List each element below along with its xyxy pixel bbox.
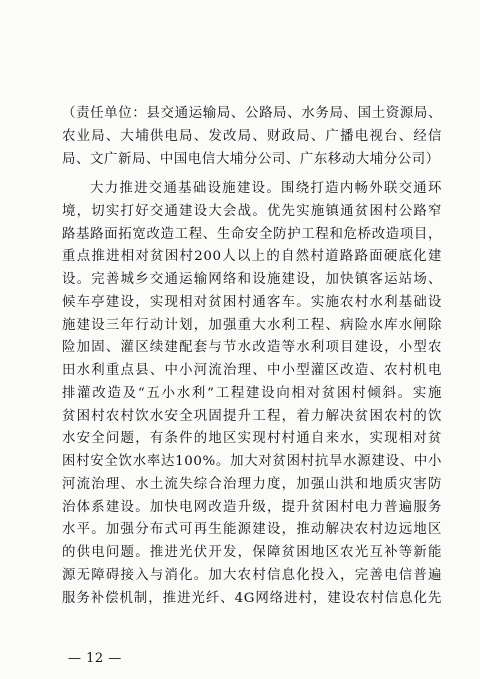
text-line: 农业局、大埔供电局、发改局、财政局、广播电视台、经信 bbox=[62, 128, 442, 144]
text-line: 大力推进交通基础设施建设。围绕打造内畅外联交通环 bbox=[90, 181, 442, 196]
text-line: 服务补偿机制，推进光纤、4G网络进村，建设农村信息化先 bbox=[62, 590, 442, 606]
text-line: 重点推进相对贫困村200人以上的自然村道路路面硬底化建 bbox=[62, 249, 442, 265]
text-line: 候车亭建设，实现相对贫困村通客车。实施农村水利基础设 bbox=[62, 294, 442, 310]
text-line: 局、文广新局、中国电信大埔分公司、广东移动大埔分公司） bbox=[62, 151, 440, 167]
text-line: 水平。加强分布式可再生能源建设，推动解决农村边远地区 bbox=[62, 522, 442, 538]
page-number: — 12 — bbox=[68, 651, 122, 666]
text-line: 贫困村农村饮水安全巩固提升工程，着力解决贫困农村的饮 bbox=[62, 408, 442, 424]
text-line: 设。完善城乡交通运输网络和设施建设，加快镇客运站场、 bbox=[62, 272, 442, 287]
text-line: 田水利重点县、中小河流治理、中小型灌区改造、农村机电 bbox=[62, 363, 442, 378]
text-line: 治体系建设。加快电网改造升级，提升贫困村电力普遍服务 bbox=[62, 499, 442, 515]
text-line: 源无障碍接入与消化。加大农村信息化投入，完善电信普遍 bbox=[62, 567, 442, 583]
text-line: 路基路面拓宽改造工程、生命安全防护工程和危桥改造项目， bbox=[62, 226, 442, 242]
text-line: 困村安全饮水率达100%。加大对贫困村抗旱水源建设、中小 bbox=[62, 454, 442, 469]
responsibility-paragraph bbox=[62, 103, 442, 171]
text-line: （责任单位：县交通运输局、公路局、水务局、国土资源局、 bbox=[62, 106, 442, 121]
text-line: 施建设三年行动计划，加强重大水利工程、病险水库水闸除 bbox=[62, 317, 442, 333]
main-paragraph bbox=[62, 178, 442, 610]
text-line: 境，切实打好交通建设大会战。优先实施镇通贫困村公路窄 bbox=[62, 203, 442, 219]
text-line: 水安全问题，有条件的地区实现村村通自来水，实现相对贫 bbox=[62, 431, 442, 447]
text-line: 排灌改造及“五小水利”工程建设向相对贫困村倾斜。实施 bbox=[62, 385, 442, 401]
text-line: 的供电问题。推进光伏开发，保障贫困地区农光互补等新能 bbox=[62, 545, 442, 560]
text-line: 河流治理、水土流失综合治理力度，加强山洪和地质灾害防 bbox=[62, 476, 442, 492]
text-line: 险加固、灌区续建配套与节水改造等水利项目建设，小型农 bbox=[62, 340, 442, 356]
